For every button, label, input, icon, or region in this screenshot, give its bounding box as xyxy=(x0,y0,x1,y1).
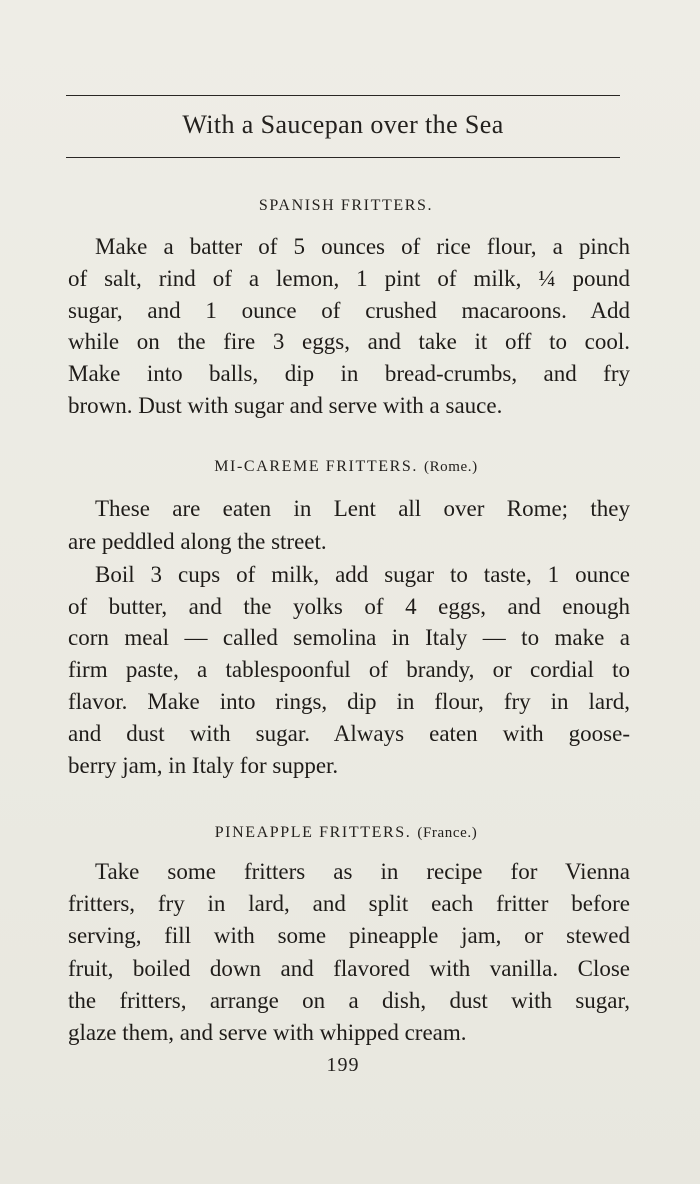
text-line: Make into balls, dip in bread-crumbs, and fry xyxy=(68,361,630,386)
text-line: glaze them, and serve with whipped cream. xyxy=(68,1020,467,1045)
text-line: Boil 3 cups of milk, add sugar to taste, 1 ounce xyxy=(95,562,630,587)
header-rule-top xyxy=(66,95,620,96)
text-line: of butter, and the yolks of 4 eggs, and enough xyxy=(68,594,630,619)
text-line: are peddled along the street. xyxy=(68,529,327,554)
page-number: 199 xyxy=(326,1054,360,1076)
text-line: and dust with sugar. Always eaten with goose- xyxy=(68,721,630,746)
text-line: Make a batter of 5 ounces of rice flour, a pinch xyxy=(95,234,630,259)
section-heading-pineapple-fritters xyxy=(66,824,626,842)
text-line: flavor. Make into rings, dip in flour, fry in lard, xyxy=(68,689,630,714)
text-line: corn meal — called semolina in Italy — to make a xyxy=(68,625,630,650)
text-line: the fritters, arrange on a dish, dust with sugar, xyxy=(68,988,630,1013)
text-line: firm paste, a tablespoonful of brandy, or cordial to xyxy=(68,657,630,682)
text-line: fruit, boiled down and flavored with vanilla. Close xyxy=(68,956,630,981)
section-heading-mi-careme-fritters xyxy=(66,458,626,476)
text-line: fritters, fry in lard, and split each fritter before xyxy=(68,891,630,916)
text-line: while on the fire 3 eggs, and take it off to cool. xyxy=(68,329,630,354)
section-heading-title: MI-CAREME FRITTERS. xyxy=(214,458,418,475)
text-line: berry jam, in Italy for supper. xyxy=(68,753,339,778)
text-line: brown. Dust with sugar and serve with a sauce. xyxy=(68,393,503,418)
text-line: serving, fill with some pineapple jam, or stewed xyxy=(68,923,630,948)
text-line: These are eaten in Lent all over Rome; they xyxy=(95,496,630,521)
section-heading-spanish-fritters xyxy=(66,197,626,215)
running-head: With a Saucepan over the Sea xyxy=(182,110,504,139)
section-heading-title: PINEAPPLE FRITTERS. xyxy=(214,824,412,841)
section-heading-title: SPANISH FRITTERS. xyxy=(258,197,434,214)
section-heading-region: (Rome.) xyxy=(423,459,478,475)
text-line: of salt, rind of a lemon, 1 pint of milk, ¼ pound xyxy=(68,266,630,291)
header-rule-bottom xyxy=(66,157,620,158)
section-heading-region: (France.) xyxy=(417,825,478,841)
text-line: Take some fritters as in recipe for Vienna xyxy=(95,859,630,884)
text-line: sugar, and 1 ounce of crushed macaroons. Add xyxy=(68,298,630,323)
